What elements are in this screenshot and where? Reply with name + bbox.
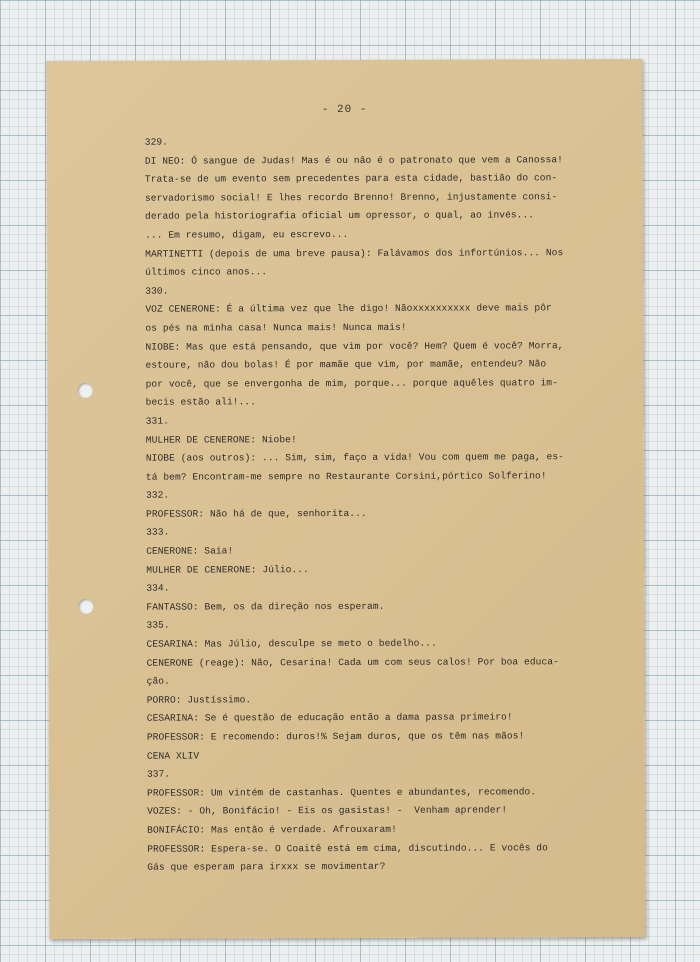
text-line: 330. <box>145 285 169 297</box>
text-line: VOZ CENERONE: É a última vez que lhe digo! Nãoxxxxxxxxxx deve mais pôr <box>145 302 552 316</box>
typed-text-block <box>145 132 596 877</box>
text-line: Trata-se de um evento sem precedentes para esta cidade, bastião do con- <box>144 172 558 185</box>
text-line: Gás que esperam para irxxx se movimentar? <box>147 861 386 873</box>
text-line: ... Em resumo, digam, eu escrevo... <box>145 228 349 241</box>
text-line: por você, que se envergonha de mim, porque... porque aquêles quatro im- <box>145 376 558 390</box>
text-line: últimos cinco anos... <box>145 266 268 278</box>
text-line: becis estão ali!... <box>145 396 257 409</box>
text-line: os pés na minha casa! Nunca mais! Nunca mais! <box>145 321 407 334</box>
text-line: PORRO: Justíssimo. <box>146 694 252 706</box>
punch-hole-bottom <box>78 599 93 614</box>
typewritten-page <box>46 59 645 939</box>
text-line: 329. <box>144 136 169 148</box>
text-line: 335. <box>146 620 170 632</box>
text-line: 333. <box>146 527 170 539</box>
text-line: DI NEO: Ó sangue de Judas! Mas é ou não é o patronato que vem a Canossa! <box>144 153 563 167</box>
text-line: 337. <box>146 768 171 780</box>
text-line: ção. <box>146 675 170 687</box>
text-line: NIOBE: Mas que está pensando, que vim por você? Hem? Quem é você? Morra, <box>145 339 564 353</box>
text-line: NIOBE (aos outros): ... Sim, sim, faço a vida! Vou com quem me paga, es- <box>145 451 564 464</box>
text-line: MULHER DE CENERONE: Niobe! <box>145 433 297 446</box>
text-line: 331. <box>145 415 169 427</box>
text-line: estoure, não dou bolas! É por mamãe que vim, por mamãe, entendeu? Não <box>145 358 547 371</box>
text-line: BONIFÁCIO: Mas então é verdade. Afrouxaram! <box>147 823 397 836</box>
text-line: MARTINETTI (depois de uma breve pausa): Falávamos dos infortúnios... Nos <box>145 246 564 260</box>
text-line: MULHER DE CENERONE: Júlio... <box>146 563 309 576</box>
text-line: VOZES: - Oh, Bonifácio! - Eis os gasistas! - Venham aprender! <box>147 804 508 818</box>
text-line: CENA XLIV <box>146 750 200 762</box>
text-line: 334. <box>146 582 170 594</box>
text-line: derado pela historiografia oficial um opressor, o qual, ao invés... <box>144 209 535 223</box>
text-line: CENERONE: Saia! <box>146 545 234 557</box>
text-line: tá bem? Encontram-me sempre no Restaurante Corsini,pórtico Solferino! <box>145 469 547 483</box>
punch-hole-top <box>78 383 93 398</box>
text-line: CESARINA: Se é questão de educação então a dama passa primeiro! <box>146 711 513 725</box>
page-number: - 20 - <box>321 103 368 117</box>
text-line: CESARINA: Mas Júlio, desculpe se meto o bedelho... <box>146 637 437 650</box>
text-line: PROFESSOR: E recomendo: duros!% Sejam duros, que os têm nas mãos! <box>146 730 525 743</box>
text-line: PROFESSOR: Um vintém de castanhas. Quentes e abundantes, recomendo. <box>147 786 537 799</box>
text-line: servadorismo social! E lhes recordo Brenno! Brenno, injustamente consi- <box>144 191 558 204</box>
text-line: PROFESSOR: Espera-se. O Coaitê está em cima, discutindo... E vocês do <box>147 841 548 855</box>
text-line: CENERONE (reage): Não, Cesarina! Cada um com seus calos! Por boa educa- <box>146 655 559 669</box>
text-line: PROFESSOR: Não há de que, senhorita... <box>146 507 367 520</box>
text-line: 332. <box>145 489 170 501</box>
text-line: FANTASSO: Bem, os da direção nos esperam. <box>146 600 385 613</box>
